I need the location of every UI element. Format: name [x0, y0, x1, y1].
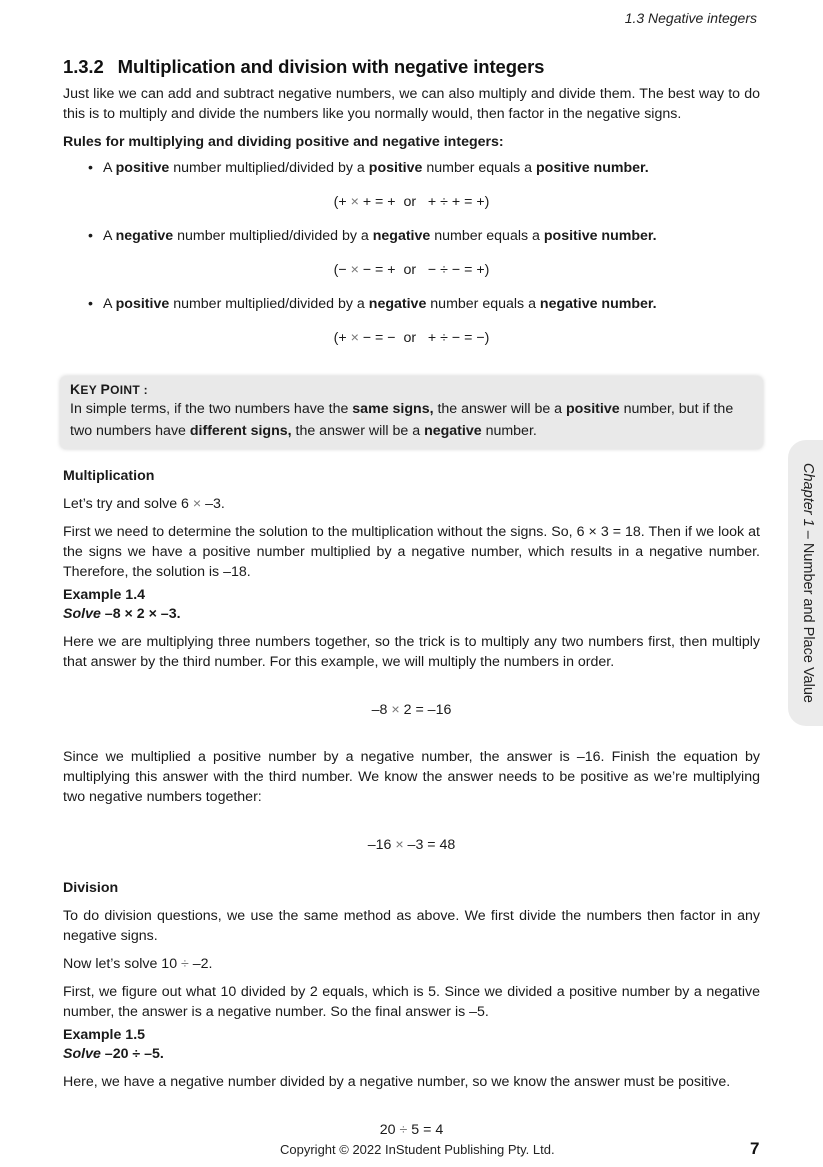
kp-text: number. [481, 423, 537, 439]
rule-bold: negative [368, 296, 427, 312]
example-1-4-equation-1 [63, 700, 760, 720]
rule-text: number equals a [430, 228, 544, 244]
example-1-4-equation-2 [63, 835, 760, 855]
rule-bold: negative number. [539, 296, 657, 312]
text: Now let’s solve 10 [63, 956, 182, 972]
kp-bold: different signs, [189, 423, 292, 439]
rule-bold: positive [368, 160, 423, 176]
example-1-5-paragraph: Here, we have a negative number divided by a negative number, so we know the answer must be positive. [63, 1074, 731, 1090]
example-1-4-label: Example 1.4 [63, 587, 146, 603]
eq-part: 5 = 4 [407, 1122, 444, 1138]
section-title [63, 56, 760, 78]
eq-part: + ÷ − = −) [427, 330, 490, 346]
key-point-title [70, 381, 753, 398]
example-1-4-problem [63, 605, 760, 624]
rule-bold: positive [115, 160, 170, 176]
solve-word: Solve [63, 1046, 101, 1062]
eq-part: − ÷ − = +) [427, 262, 490, 278]
intro-paragraph: Just like we can add and subtract negative numbers, we can also multiply and divide them. The best way to do this is to multiply and divide the numbers like you normally would, then factor in the negative signs. [63, 86, 760, 122]
page-number: 7 [750, 1139, 760, 1158]
key-point-box [60, 376, 763, 449]
rule-bold: negative [372, 228, 431, 244]
eq-part: − = + [358, 262, 396, 278]
rule-equation [63, 260, 760, 280]
rule-bold: positive number. [543, 228, 657, 244]
times-symbol: × [350, 262, 359, 278]
kp-title-part: OINT : [110, 383, 148, 397]
chapter-title: – Number and Place Value [800, 526, 816, 703]
kp-text: In simple terms, if the two numbers have the [70, 401, 353, 417]
rule-item [63, 158, 760, 178]
example-1-4-paragraph-2: Since we multiplied a positive number by a negative number, the answer is –16. Finish the equation by multiplying this answer with the third number. We know the answer needs to be positive as we’re multiplying two negative numbers together: [63, 749, 760, 805]
kp-text: the answer will be a [291, 423, 425, 439]
section-title-text: Multiplication and division with negative integers [117, 56, 545, 77]
rule-text: A [103, 160, 116, 176]
text: Let’s try and solve 6 [63, 496, 193, 512]
rules-heading: Rules for multiplying and dividing positive and negative integers: [63, 134, 504, 150]
division-heading: Division [63, 880, 119, 896]
chapter-word: Chapter 1 [800, 463, 816, 527]
example-1-5-label: Example 1.5 [63, 1027, 146, 1043]
problem-text: –8 × 2 × –3. [100, 606, 181, 622]
eq-part: –3 = 48 [403, 837, 456, 853]
rule-text: number equals a [422, 160, 536, 176]
times-symbol: × [192, 496, 202, 512]
rule-text: number multiplied/divided by a [173, 228, 373, 244]
times-symbol: × [350, 330, 359, 346]
chapter-tab-label [800, 463, 816, 703]
divide-symbol: ÷ [181, 956, 189, 972]
eq-or: or [403, 262, 417, 278]
division-example-intro [63, 954, 760, 974]
division-intro: To do division questions, we use the same method as above. We first divide the numbers then factor in any negative signs. [63, 908, 760, 944]
rule-equation [63, 328, 760, 348]
times-symbol: × [391, 702, 400, 718]
kp-title-part: P [100, 381, 111, 397]
running-head: 1.3 Negative integers [624, 10, 757, 26]
eq-part: (+ [333, 194, 351, 210]
solve-word: Solve [63, 606, 101, 622]
rules-list [63, 158, 760, 178]
eq-part: (− [333, 262, 351, 278]
text: –2. [188, 956, 213, 972]
example-1-5-problem [63, 1045, 760, 1064]
rule-text: number multiplied/divided by a [169, 296, 369, 312]
kp-title-part: EY [80, 383, 101, 397]
eq-part: (+ [333, 330, 351, 346]
rule-text: number multiplied/divided by a [169, 160, 369, 176]
eq-part: 20 [379, 1122, 400, 1138]
eq-part: + = + [358, 194, 396, 210]
rule-text: A [103, 296, 116, 312]
eq-part: –16 [367, 837, 396, 853]
eq-or: or [403, 194, 417, 210]
rule-item [63, 226, 760, 246]
page-content [63, 56, 760, 1167]
multiplication-explanation: First we need to determine the solution to the multiplication without the signs. So, 6 × 3 = 18. Then if we look at the signs we have a positive number multiplied by a negative number, which results in a negative number. Therefore, the solution is –18. [63, 524, 760, 580]
problem-text: –20 ÷ –5. [100, 1046, 164, 1062]
kp-title-part: K [70, 381, 81, 397]
rule-bold: negative [115, 228, 174, 244]
rules-list [63, 226, 760, 246]
rule-text: number equals a [426, 296, 540, 312]
copyright-notice: Copyright © 2022 InStudent Publishing Pty. Ltd. [280, 1142, 555, 1157]
divide-symbol: ÷ [399, 1122, 408, 1138]
eq-part: − = − [358, 330, 396, 346]
eq-part: 2 = –16 [399, 702, 452, 718]
kp-text: the answer will be a [433, 401, 567, 417]
rule-item [63, 294, 760, 314]
example-1-4-paragraph-1: Here we are multiplying three numbers together, so the trick is to multiply any two numbers first, then multiply that answer by the third number. For this example, we will multiply the numbers in order. [63, 634, 760, 670]
rules-list [63, 294, 760, 314]
section-number: 1.3.2 [63, 56, 104, 77]
division-explanation: First, we figure out what 10 divided by 2 equals, which is 5. Since we divided a positive number by a negative number, the answer is a negative number. So the final answer is –5. [63, 984, 760, 1020]
kp-bold: positive [566, 401, 620, 417]
times-symbol: × [350, 194, 359, 210]
kp-text: number, but if the two numbers have [70, 401, 734, 439]
rule-equation [63, 192, 760, 212]
eq-part: –8 [371, 702, 392, 718]
rule-text: A [103, 228, 116, 244]
eq-or: or [403, 330, 417, 346]
key-point-body [70, 398, 753, 442]
example-1-5-equation [63, 1120, 760, 1140]
chapter-side-tab [788, 440, 823, 726]
rule-bold: positive [115, 296, 170, 312]
rule-bold: positive number. [535, 160, 649, 176]
kp-bold: same signs, [352, 401, 434, 417]
multiplication-intro [63, 494, 760, 514]
kp-bold: negative [424, 423, 482, 439]
multiplication-heading: Multiplication [63, 468, 155, 484]
times-symbol: × [395, 837, 404, 853]
text: –3. [201, 496, 225, 512]
eq-part: + ÷ + = +) [427, 194, 490, 210]
